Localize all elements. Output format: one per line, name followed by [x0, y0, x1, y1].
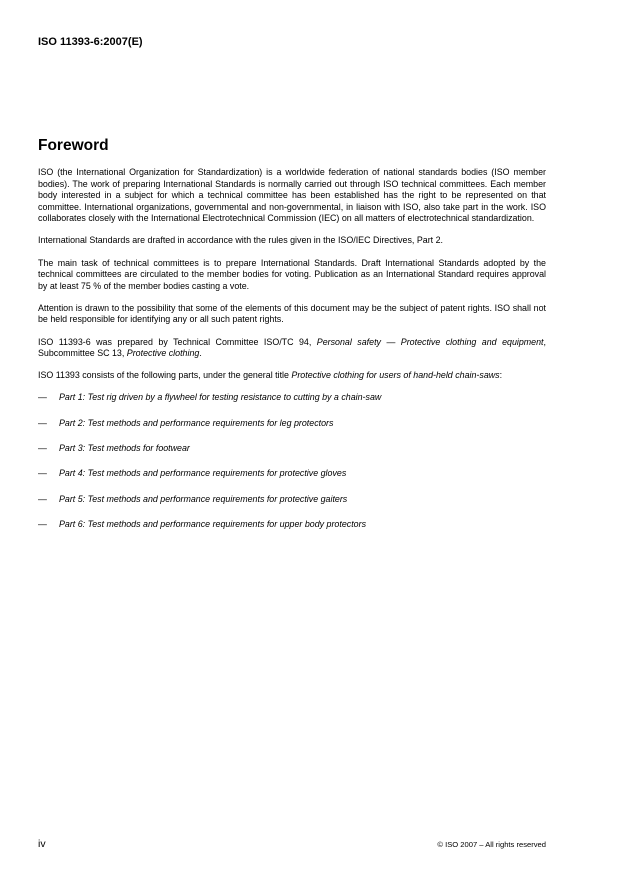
copyright-notice: © ISO 2007 – All rights reserved: [437, 840, 546, 849]
paragraph-committees: The main task of technical committees is to prepare International Standards. Draft International Standards adopted by the technical committees are circulated to the member bodies for voting. Publication as an International Standard requires approval by at least 75 % of the member bodies casting a vote.: [38, 257, 546, 291]
paragraph-directives: International Standards are drafted in accordance with the rules given in the ISO/IEC Directives, Part 2.: [38, 235, 444, 246]
page-number: iv: [38, 838, 46, 850]
parts-list: [38, 392, 546, 531]
document-id-header: ISO 11393-6:2007(E): [38, 36, 143, 48]
list-item: [38, 468, 546, 480]
period: .: [199, 348, 202, 359]
paragraph-patent-rights: Attention is drawn to the possibility that some of the elements of this document may be the subject of patent rights. ISO shall not be held responsible for identifying any or all such patent rights.: [38, 302, 546, 325]
part-label: Part 3: Test methods for footwear: [59, 443, 190, 454]
dash-bullet: —: [38, 443, 47, 454]
paragraph-iso-intro: ISO (the International Organization for Standardization) is a worldwide federation of national standards bodies (ISO member bodies). The work of preparing International Standards is normally carried out through ISO technical committees. Each member body interested in a subject for which a technical committee has been established has the right to be represented on that committee. International organizations, governmental and non-governmental, in liaison with ISO, also take part in the work. ISO collaborates closely with the International Electrotechnical Commission (IEC) on all matters of electrotechnical standardization.: [38, 167, 546, 224]
dash-bullet: —: [38, 468, 47, 479]
parts-intro-text: ISO 11393 consists of the following parts, under the general title: [38, 370, 292, 381]
list-item: [38, 443, 546, 455]
subcommittee-title: Protective clothing: [126, 348, 200, 359]
dash-bullet: —: [38, 417, 47, 428]
part-label: Part 6: Test methods and performance requirements for upper body protectors: [59, 519, 367, 530]
page-title: Foreword: [38, 137, 109, 154]
part-label: Part 5: Test methods and performance requirements for protective gaiters: [59, 493, 348, 504]
paragraph-parts-intro: [38, 370, 546, 382]
part-label: Part 2: Test methods and performance requirements for leg protectors: [59, 417, 334, 428]
prepared-by-text: ISO 11393-6 was prepared by Technical Committee ISO/TC 94,: [38, 336, 317, 347]
dash-bullet: —: [38, 392, 47, 403]
list-item: [38, 418, 546, 430]
part-label: Part 1: Test rig driven by a flywheel for testing resistance to cutting by a chain-saw: [59, 392, 382, 403]
dash-bullet: —: [38, 519, 47, 530]
general-title: Protective clothing for users of hand-held chain-saws: [291, 370, 500, 381]
committee-title: Personal safety — Protective clothing and equipment: [316, 336, 544, 347]
paragraph-prepared-by: [38, 337, 546, 360]
list-item: [38, 519, 546, 531]
dash-bullet: —: [38, 493, 47, 504]
part-label: Part 4: Test methods and performance requirements for protective gloves: [59, 468, 347, 479]
list-item: [38, 494, 546, 506]
subcommittee-text: , Subcommittee SC 13,: [38, 336, 546, 359]
list-item: [38, 392, 546, 404]
colon: :: [499, 370, 503, 381]
foreword-body: [38, 167, 546, 545]
